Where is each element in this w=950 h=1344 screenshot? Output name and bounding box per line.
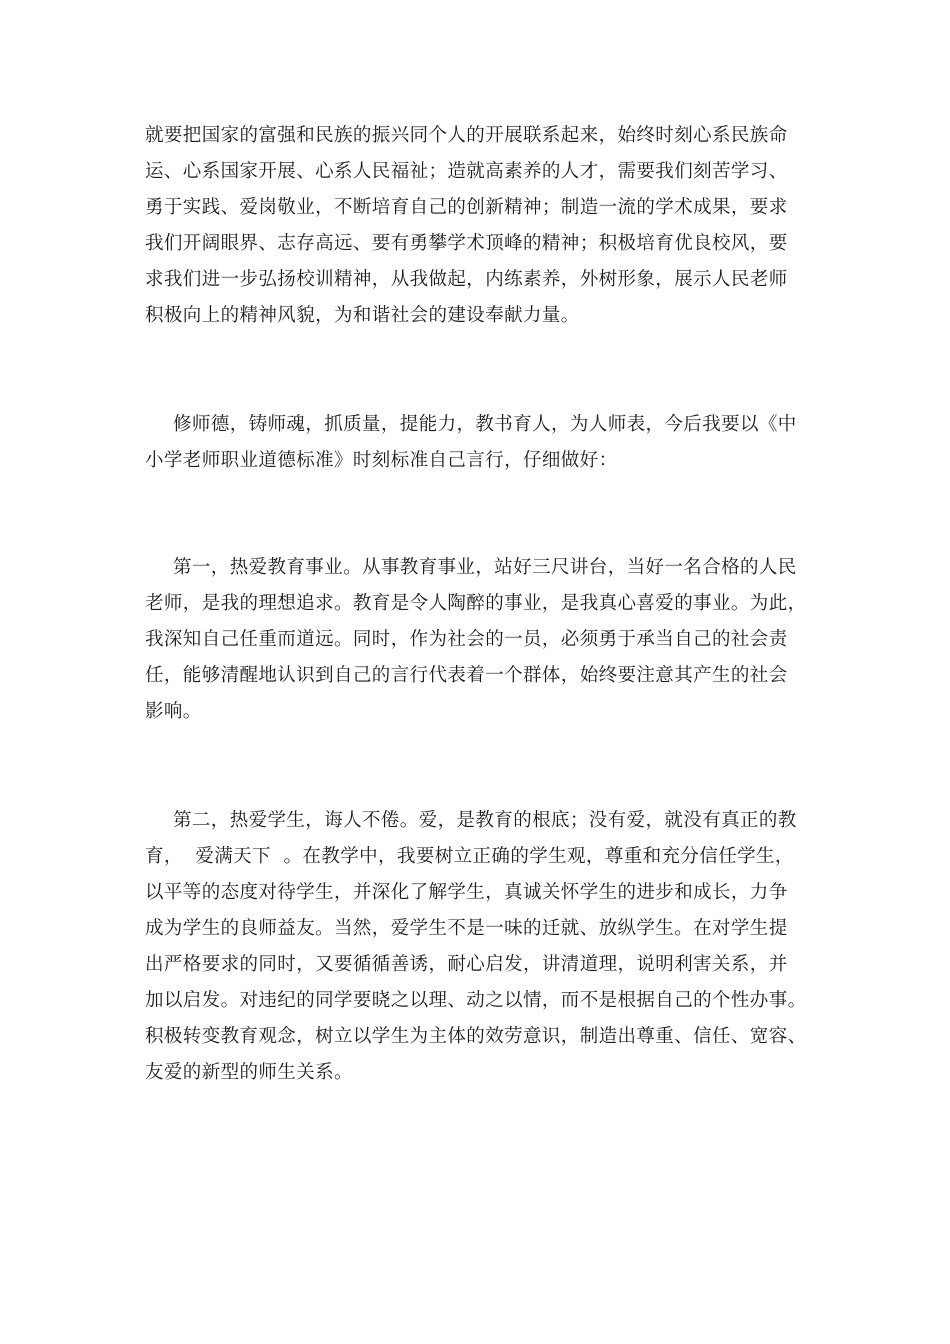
text-line: 第一，热爱教育事业。从事教育事业，站好三尺讲台，当好一名合格的人民 — [173, 557, 797, 578]
paragraph-teacher-ethics-intro — [145, 407, 815, 479]
text-line: 加以启发。对违纪的同学要晓之以理、动之以情，而不是根据自己的个性办事。 — [145, 990, 807, 1011]
text-line: 我深知自己任重而道远。同时，作为社会的一员，必须勇于承当自己的社会责 — [145, 629, 788, 650]
paragraph-national-development — [145, 118, 815, 334]
text-line: 积极转变教育观念，树立以学生为主体的效劳意识，制造出尊重、信任、宽容、 — [145, 1026, 807, 1047]
text-line: 勇于实践、爱岗敬业，不断培育自己的创新精神；制造一流的学术成果，要求 — [145, 197, 788, 218]
text-line: 修师德，铸师魂，抓质量，提能力，教书育人，为人师表，今后我要以《中 — [173, 414, 797, 435]
text-line: 成为学生的良师益友。当然，爱学生不是一味的迁就、放纵学生。在对学生提 — [145, 918, 788, 939]
text-line: 我们开阔眼界、志存高远、要有勇攀学术顶峰的精神；积极培育优良校风，要 — [145, 233, 788, 254]
text-line: 老师，是我的理想追求。教育是令人陶醉的事业，是我真心喜爱的事业。为此， — [145, 593, 807, 614]
text-line: 影响。 — [145, 701, 202, 722]
text-line: 运、心系国家开展、心系人民福祉；造就高素养的人才，需要我们刻苦学习、 — [145, 161, 788, 182]
text-line: 任，能够清醒地认识到自己的言行代表着一个群体，始终要注意其产生的社会 — [145, 665, 788, 686]
text-line: 第二，热爱学生，诲人不倦。爱，是教育的根底；没有爱，就没有真正的教 — [173, 810, 797, 831]
text-line: 求我们进一步弘扬校训精神，从我做起，内练素养，外树形象，展示人民老师 — [145, 269, 788, 290]
text-line: 以平等的态度对待学生，并深化了解学生，真诚关怀学生的进步和成长，力争 — [145, 882, 788, 903]
paragraph-first-point — [145, 550, 815, 730]
text-line: 积极向上的精神风貌，为和谐社会的建设奉献力量。 — [145, 305, 580, 326]
text-line: 友爱的新型的师生关系。 — [145, 1062, 353, 1083]
text-line: 小学老师职业道德标准》时刻标准自己言行，仔细做好： — [145, 450, 618, 471]
paragraph-second-point — [145, 803, 815, 1091]
text-line: 育， 爱满天下 。在教学中，我要树立正确的学生观，尊重和充分信任学生， — [145, 846, 794, 867]
text-line: 出严格要求的同时，又要循循善诱，耐心启发，讲清道理，说明利害关系，并 — [145, 954, 788, 975]
text-line: 就要把国家的富强和民族的振兴同个人的开展联系起来，始终时刻心系民族命 — [145, 125, 788, 146]
